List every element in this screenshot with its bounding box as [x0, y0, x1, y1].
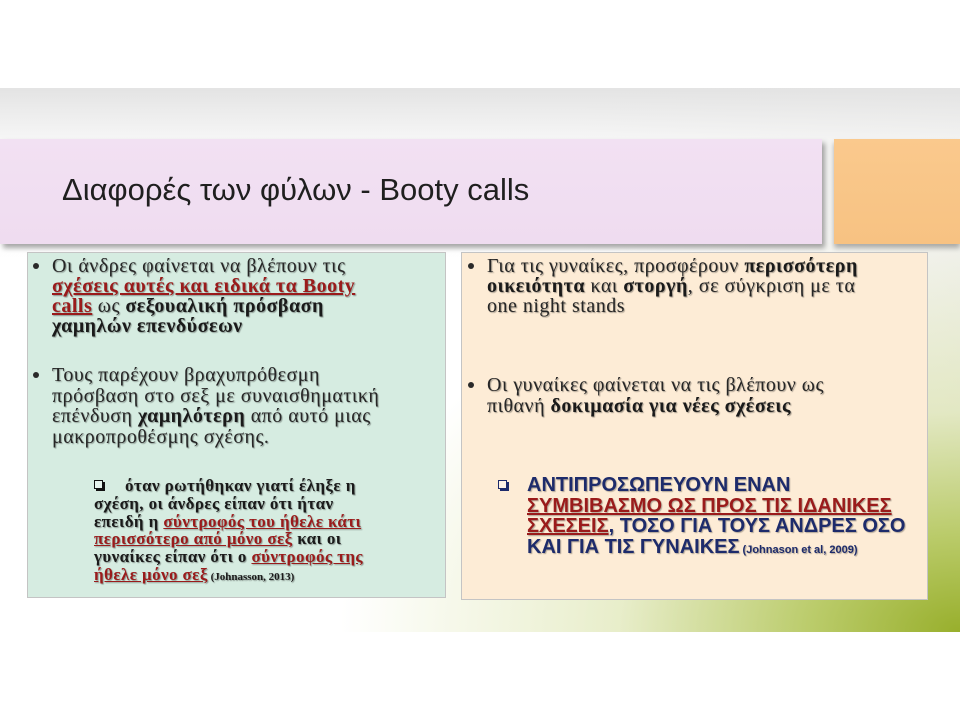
bullet-line [527, 516, 905, 537]
bold-text: σεξουαλική πρόσβαση [125, 295, 324, 317]
bullet-line [94, 495, 363, 513]
emphasis-text: ΣΧΕΣΕΙΣ [527, 515, 609, 537]
left-panel [27, 252, 446, 598]
body-text: και [585, 275, 624, 297]
body-text: Για τις γυναίκες, προσφέρουν [487, 255, 745, 277]
bold-text: όταν ρωτήθηκαν γιατί έληξε η [125, 476, 356, 495]
right-panel [461, 252, 928, 600]
bullet-line [94, 566, 363, 587]
emphasis-text: σύντροφός της [251, 547, 363, 567]
bullet-line [52, 276, 355, 296]
shadowed-square-bullet-icon [498, 480, 507, 489]
bullet-line [487, 396, 824, 417]
bullet-line [527, 537, 905, 561]
sub-bullet-text [94, 477, 363, 587]
body-text: πιθανή [487, 395, 551, 417]
body-text: Οι άνδρες φαίνεται να βλέπουν τις [52, 255, 346, 277]
emphasis-text: σύντροφός του ήθελε κάτι [163, 511, 362, 531]
bold-text: ΚΑΙ ΓΙΑ ΤΙΣ ΓΥΝΑΙΚΕΣ [527, 535, 740, 558]
body-text: πρόσβαση στο σεξ με συναισθηματική [52, 384, 380, 407]
citation: (Johnason et al, 2009) [739, 543, 858, 556]
bold-text: επειδή η [94, 511, 164, 531]
bullet-dot-icon [33, 263, 39, 269]
emphasis-text: σχέσεις αυτές και ειδικά τα Booty [52, 275, 356, 297]
bullet-text [487, 375, 824, 417]
bullet-line [52, 316, 355, 336]
emphasis-text: ήθελε μόνο σεξ [94, 564, 208, 584]
body-text: Τους παρέχουν βραχυπρόθεσμη [52, 364, 320, 386]
emphasis-text: calls [52, 295, 93, 317]
bold-text: και οι [292, 529, 342, 549]
bold-text: χαμηλών επενδύσεων [52, 315, 243, 337]
accent-box [834, 139, 960, 244]
body-text: Οι γυναίκες φαίνεται να τις βλέπουν ως [487, 374, 824, 396]
bullet-line [527, 496, 905, 517]
bullet-text [487, 256, 858, 316]
bold-text: , ΤΟΣΟ ΓΙΑ ΤΟΥΣ ΑΝΔΡΕΣ ΟΣΟ [608, 515, 906, 537]
body-text: μακροπροθέσμης σχέσης. [52, 426, 270, 449]
body-text: από αυτό μιας [245, 405, 371, 428]
bullet-text [52, 365, 379, 448]
bullet-line [487, 276, 858, 296]
bullet-line [94, 530, 363, 548]
bullet-line [94, 477, 363, 495]
sub-bullet-text [527, 475, 905, 560]
bullet-line [94, 513, 363, 531]
bullet-line [52, 365, 379, 386]
bullet-line [527, 475, 905, 496]
bullet-text [52, 256, 355, 336]
bullet-line [52, 406, 379, 427]
bullet-line [52, 296, 355, 316]
bullet-line [52, 427, 379, 448]
bold-text: οικειότητα [487, 275, 586, 297]
bold-text: περισσότερη [744, 255, 858, 277]
bold-text: ΑΝΤΙΠΡΟΣΩΠΕΥΟΥΝ ΕΝΑΝ [527, 474, 791, 496]
bullet-line [94, 548, 363, 566]
citation: (Johnasson, 2013) [207, 570, 295, 583]
bullet-line [487, 296, 858, 316]
bold-text: σχέση, οι άνδρες είπαν ότι ήταν [94, 493, 334, 513]
bullet-line [487, 375, 824, 396]
body-text: , σε σύγκριση με τα [687, 275, 856, 297]
bold-text: γυναίκες είπαν ότι ο [94, 547, 252, 567]
emphasis-text: περισσότερο από μόνο σεξ [94, 529, 293, 549]
title-bar [0, 139, 822, 244]
bullet-line [487, 256, 858, 276]
bullet-line [52, 386, 379, 407]
body-text: ως [92, 295, 126, 317]
bold-text: δοκιμασία για νέες σχέσεις [550, 395, 791, 417]
bold-text: στοργή [623, 275, 688, 297]
bold-text: χαμηλότερη [138, 405, 246, 428]
bullet-dot-icon [33, 372, 39, 378]
body-text: επένδυση [52, 405, 139, 428]
body-text: one night stands [487, 295, 625, 317]
slide-title: Διαφορές των φύλων - Booty calls [62, 172, 530, 207]
bullet-line [52, 256, 355, 276]
emphasis-text: ΣΥΜΒΙΒΑΣΜΟ ΩΣ ΠΡΟΣ ΤΙΣ ΙΔΑΝΙΚΕΣ [527, 494, 892, 517]
bullet-dot-icon [468, 263, 474, 269]
bullet-dot-icon [468, 382, 474, 388]
